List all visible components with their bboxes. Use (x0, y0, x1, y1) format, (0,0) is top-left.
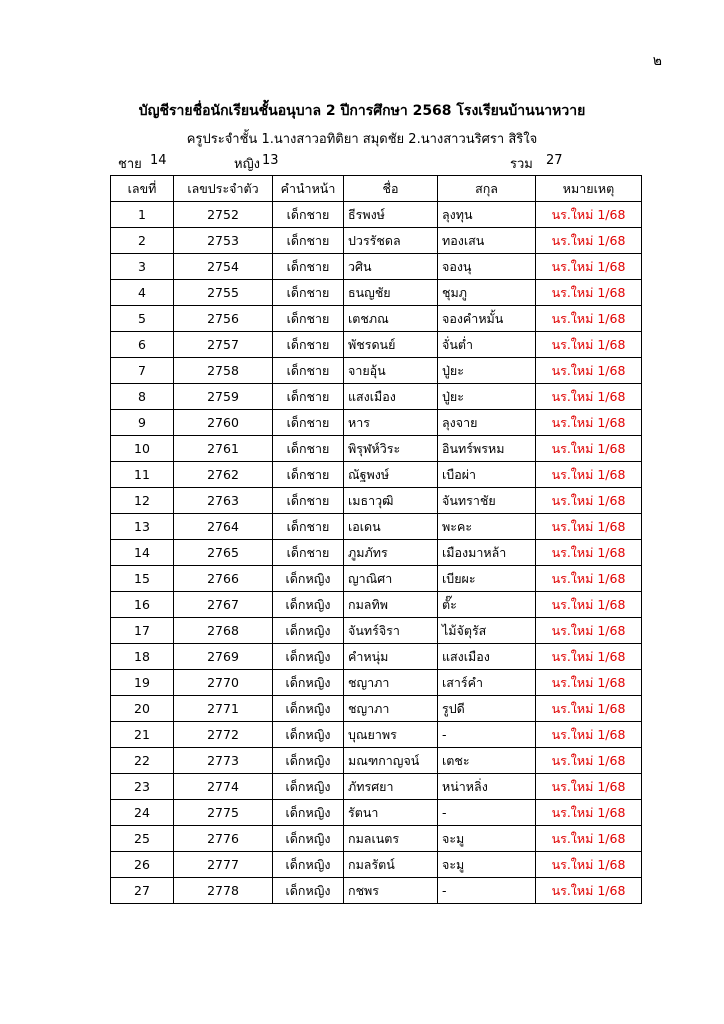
cell-prefix: เด็กหญิง (273, 774, 344, 800)
cell-note: นร.ใหม่ 1/68 (536, 618, 642, 644)
cell-number: 15 (111, 566, 174, 592)
cell-prefix: เด็กหญิง (273, 696, 344, 722)
cell-note: นร.ใหม่ 1/68 (536, 254, 642, 280)
cell-student-id: 2754 (174, 254, 273, 280)
cell-first-name: กมลทิพ (344, 592, 438, 618)
cell-note: นร.ใหม่ 1/68 (536, 722, 642, 748)
cell-last-name: เบียผะ (438, 566, 536, 592)
cell-note: นร.ใหม่ 1/68 (536, 358, 642, 384)
table-row (111, 384, 642, 410)
cell-first-name: ชญาภา (344, 696, 438, 722)
cell-last-name: ทองเสน (438, 228, 536, 254)
table-row (111, 436, 642, 462)
male-count: 14 (150, 153, 167, 168)
header-prefix: คำนำหน้า (273, 176, 344, 202)
cell-prefix: เด็กชาย (273, 332, 344, 358)
cell-note: นร.ใหม่ 1/68 (536, 878, 642, 904)
table-row (111, 332, 642, 358)
cell-last-name: แสงเมือง (438, 644, 536, 670)
cell-prefix: เด็กชาย (273, 384, 344, 410)
table-row (111, 800, 642, 826)
cell-student-id: 2761 (174, 436, 273, 462)
cell-number: 18 (111, 644, 174, 670)
cell-student-id: 2772 (174, 722, 273, 748)
cell-prefix: เด็กชาย (273, 514, 344, 540)
student-roster-table (110, 175, 642, 904)
cell-last-name: ปู่ยะ (438, 384, 536, 410)
cell-note: นร.ใหม่ 1/68 (536, 384, 642, 410)
table-row (111, 462, 642, 488)
cell-student-id: 2775 (174, 800, 273, 826)
cell-prefix: เด็กหญิง (273, 670, 344, 696)
cell-number: 27 (111, 878, 174, 904)
cell-number: 13 (111, 514, 174, 540)
cell-last-name: จะมู (438, 852, 536, 878)
cell-student-id: 2773 (174, 748, 273, 774)
page-number: ๒ (652, 53, 662, 69)
cell-student-id: 2760 (174, 410, 273, 436)
table-header-row (111, 176, 642, 202)
cell-last-name: ปู่ยะ (438, 358, 536, 384)
cell-number: 23 (111, 774, 174, 800)
cell-student-id: 2763 (174, 488, 273, 514)
cell-number: 4 (111, 280, 174, 306)
table-row (111, 644, 642, 670)
cell-number: 24 (111, 800, 174, 826)
cell-note: นร.ใหม่ 1/68 (536, 670, 642, 696)
cell-note: นร.ใหม่ 1/68 (536, 696, 642, 722)
cell-last-name: ตั๊ะ (438, 592, 536, 618)
cell-prefix: เด็กชาย (273, 280, 344, 306)
cell-last-name: ไม้จัตุรัส (438, 618, 536, 644)
table-row (111, 540, 642, 566)
cell-student-id: 2766 (174, 566, 273, 592)
cell-first-name: ชญาภา (344, 670, 438, 696)
cell-first-name: เอเดน (344, 514, 438, 540)
cell-first-name: กชพร (344, 878, 438, 904)
cell-prefix: เด็กชาย (273, 306, 344, 332)
homeroom-teachers: ครูประจำชั้น 1.นางสาวอทิติยา สมุดชัย 2.นางสาวนริศรา สิริใจ (186, 132, 538, 147)
table-row (111, 254, 642, 280)
cell-last-name: - (438, 878, 536, 904)
cell-prefix: เด็กหญิง (273, 748, 344, 774)
cell-last-name: เตชะ (438, 748, 536, 774)
table-row (111, 722, 642, 748)
cell-student-id: 2777 (174, 852, 273, 878)
cell-prefix: เด็กชาย (273, 410, 344, 436)
cell-number: 12 (111, 488, 174, 514)
cell-student-id: 2765 (174, 540, 273, 566)
header-number: เลขที่ (111, 176, 174, 202)
cell-first-name: จันทร์จิรา (344, 618, 438, 644)
cell-prefix: เด็กชาย (273, 540, 344, 566)
cell-note: นร.ใหม่ 1/68 (536, 306, 642, 332)
cell-prefix: เด็กหญิง (273, 800, 344, 826)
female-count: 13 (262, 153, 279, 168)
cell-number: 1 (111, 202, 174, 228)
cell-first-name: พิรุฬห์วิระ (344, 436, 438, 462)
cell-number: 5 (111, 306, 174, 332)
table-row (111, 514, 642, 540)
cell-prefix: เด็กชาย (273, 202, 344, 228)
cell-first-name: กมลเนตร (344, 826, 438, 852)
cell-student-id: 2767 (174, 592, 273, 618)
cell-note: นร.ใหม่ 1/68 (536, 462, 642, 488)
header-student-id: เลขประจำตัว (174, 176, 273, 202)
table-row (111, 566, 642, 592)
table-row (111, 306, 642, 332)
cell-student-id: 2756 (174, 306, 273, 332)
cell-last-name: เมืองมาหล้า (438, 540, 536, 566)
cell-last-name: ลุงทุน (438, 202, 536, 228)
cell-first-name: ธีรพงษ์ (344, 202, 438, 228)
header-note: หมายเหตุ (536, 176, 642, 202)
cell-number: 14 (111, 540, 174, 566)
cell-prefix: เด็กชาย (273, 436, 344, 462)
table-row (111, 748, 642, 774)
cell-note: นร.ใหม่ 1/68 (536, 826, 642, 852)
table-row (111, 878, 642, 904)
cell-student-id: 2770 (174, 670, 273, 696)
cell-prefix: เด็กชาย (273, 254, 344, 280)
cell-prefix: เด็กหญิง (273, 566, 344, 592)
cell-note: นร.ใหม่ 1/68 (536, 644, 642, 670)
cell-first-name: กมลรัตน์ (344, 852, 438, 878)
cell-last-name: - (438, 800, 536, 826)
cell-prefix: เด็กหญิง (273, 592, 344, 618)
table-row (111, 228, 642, 254)
cell-last-name: จะมู (438, 826, 536, 852)
cell-number: 9 (111, 410, 174, 436)
cell-number: 25 (111, 826, 174, 852)
table-row (111, 280, 642, 306)
cell-student-id: 2778 (174, 878, 273, 904)
document-title: บัญชีรายชื่อนักเรียนชั้นอนุบาล 2 ปีการศึกษา 2568 โรงเรียนบ้านนาหวาย (138, 103, 586, 119)
cell-first-name: แสงเมือง (344, 384, 438, 410)
cell-prefix: เด็กชาย (273, 462, 344, 488)
cell-note: นร.ใหม่ 1/68 (536, 332, 642, 358)
male-label: ชาย (118, 157, 142, 172)
cell-number: 16 (111, 592, 174, 618)
cell-student-id: 2768 (174, 618, 273, 644)
cell-number: 7 (111, 358, 174, 384)
cell-number: 19 (111, 670, 174, 696)
cell-first-name: ภูมภัทร (344, 540, 438, 566)
table-row (111, 670, 642, 696)
cell-first-name: ภัทรศยา (344, 774, 438, 800)
table-row (111, 410, 642, 436)
cell-student-id: 2755 (174, 280, 273, 306)
cell-first-name: ธนญชัย (344, 280, 438, 306)
cell-first-name: วศิน (344, 254, 438, 280)
cell-first-name: พัชรดนย์ (344, 332, 438, 358)
cell-prefix: เด็กหญิง (273, 722, 344, 748)
cell-note: นร.ใหม่ 1/68 (536, 774, 642, 800)
header-last-name: สกุล (438, 176, 536, 202)
cell-prefix: เด็กหญิง (273, 618, 344, 644)
table-row (111, 592, 642, 618)
cell-prefix: เด็กหญิง (273, 852, 344, 878)
cell-number: 6 (111, 332, 174, 358)
cell-first-name: รัตนา (344, 800, 438, 826)
cell-last-name: หน่าหลิ่ง (438, 774, 536, 800)
cell-student-id: 2758 (174, 358, 273, 384)
cell-first-name: เมธาวุฒิ (344, 488, 438, 514)
cell-number: 11 (111, 462, 174, 488)
table-row (111, 826, 642, 852)
cell-prefix: เด็กหญิง (273, 878, 344, 904)
cell-number: 20 (111, 696, 174, 722)
cell-last-name: อินทร์พรหม (438, 436, 536, 462)
cell-note: นร.ใหม่ 1/68 (536, 436, 642, 462)
cell-first-name: คำหนุ่ม (344, 644, 438, 670)
cell-prefix: เด็กหญิง (273, 644, 344, 670)
cell-note: นร.ใหม่ 1/68 (536, 202, 642, 228)
cell-last-name: รูปดี (438, 696, 536, 722)
cell-first-name: เตชภณ (344, 306, 438, 332)
cell-student-id: 2757 (174, 332, 273, 358)
table-row (111, 488, 642, 514)
cell-note: นร.ใหม่ 1/68 (536, 748, 642, 774)
cell-last-name: เบือผ่า (438, 462, 536, 488)
cell-number: 10 (111, 436, 174, 462)
cell-first-name: ณัฐพงษ์ (344, 462, 438, 488)
cell-note: นร.ใหม่ 1/68 (536, 514, 642, 540)
cell-note: นร.ใหม่ 1/68 (536, 488, 642, 514)
cell-number: 22 (111, 748, 174, 774)
cell-first-name: บุณยาพร (344, 722, 438, 748)
table-body (111, 202, 642, 904)
cell-number: 26 (111, 852, 174, 878)
header-first-name: ชื่อ (344, 176, 438, 202)
cell-student-id: 2759 (174, 384, 273, 410)
cell-last-name: จองนุ (438, 254, 536, 280)
cell-student-id: 2774 (174, 774, 273, 800)
enrollment-summary (112, 153, 642, 173)
cell-prefix: เด็กชาย (273, 358, 344, 384)
table-row (111, 852, 642, 878)
cell-first-name: ปวรรัชดล (344, 228, 438, 254)
table-row (111, 696, 642, 722)
cell-note: นร.ใหม่ 1/68 (536, 852, 642, 878)
cell-student-id: 2771 (174, 696, 273, 722)
cell-student-id: 2762 (174, 462, 273, 488)
cell-last-name: ชุมภู (438, 280, 536, 306)
cell-last-name: พะคะ (438, 514, 536, 540)
cell-first-name: ญาณิศา (344, 566, 438, 592)
cell-note: นร.ใหม่ 1/68 (536, 228, 642, 254)
cell-number: 2 (111, 228, 174, 254)
cell-last-name: - (438, 722, 536, 748)
cell-last-name: เสาร์คำ (438, 670, 536, 696)
cell-number: 3 (111, 254, 174, 280)
total-count: 27 (546, 153, 563, 168)
cell-last-name: จองคำหมั้น (438, 306, 536, 332)
cell-number: 8 (111, 384, 174, 410)
cell-number: 21 (111, 722, 174, 748)
table-row (111, 202, 642, 228)
cell-note: นร.ใหม่ 1/68 (536, 540, 642, 566)
cell-note: นร.ใหม่ 1/68 (536, 592, 642, 618)
cell-note: นร.ใหม่ 1/68 (536, 566, 642, 592)
cell-student-id: 2753 (174, 228, 273, 254)
table-row (111, 774, 642, 800)
cell-first-name: มณฑกาญจน์ (344, 748, 438, 774)
cell-last-name: ลุงจาย (438, 410, 536, 436)
cell-last-name: จั่นต่ำ (438, 332, 536, 358)
cell-student-id: 2764 (174, 514, 273, 540)
cell-first-name: หาร (344, 410, 438, 436)
cell-note: นร.ใหม่ 1/68 (536, 280, 642, 306)
cell-prefix: เด็กหญิง (273, 826, 344, 852)
cell-prefix: เด็กชาย (273, 228, 344, 254)
female-label: หญิง (234, 157, 260, 172)
cell-number: 17 (111, 618, 174, 644)
cell-student-id: 2752 (174, 202, 273, 228)
cell-student-id: 2776 (174, 826, 273, 852)
cell-student-id: 2769 (174, 644, 273, 670)
cell-note: นร.ใหม่ 1/68 (536, 410, 642, 436)
table-row (111, 618, 642, 644)
cell-first-name: จายอุ้น (344, 358, 438, 384)
cell-last-name: จันทราชัย (438, 488, 536, 514)
cell-note: นร.ใหม่ 1/68 (536, 800, 642, 826)
cell-prefix: เด็กชาย (273, 488, 344, 514)
total-label: รวม (510, 157, 533, 172)
table-row (111, 358, 642, 384)
